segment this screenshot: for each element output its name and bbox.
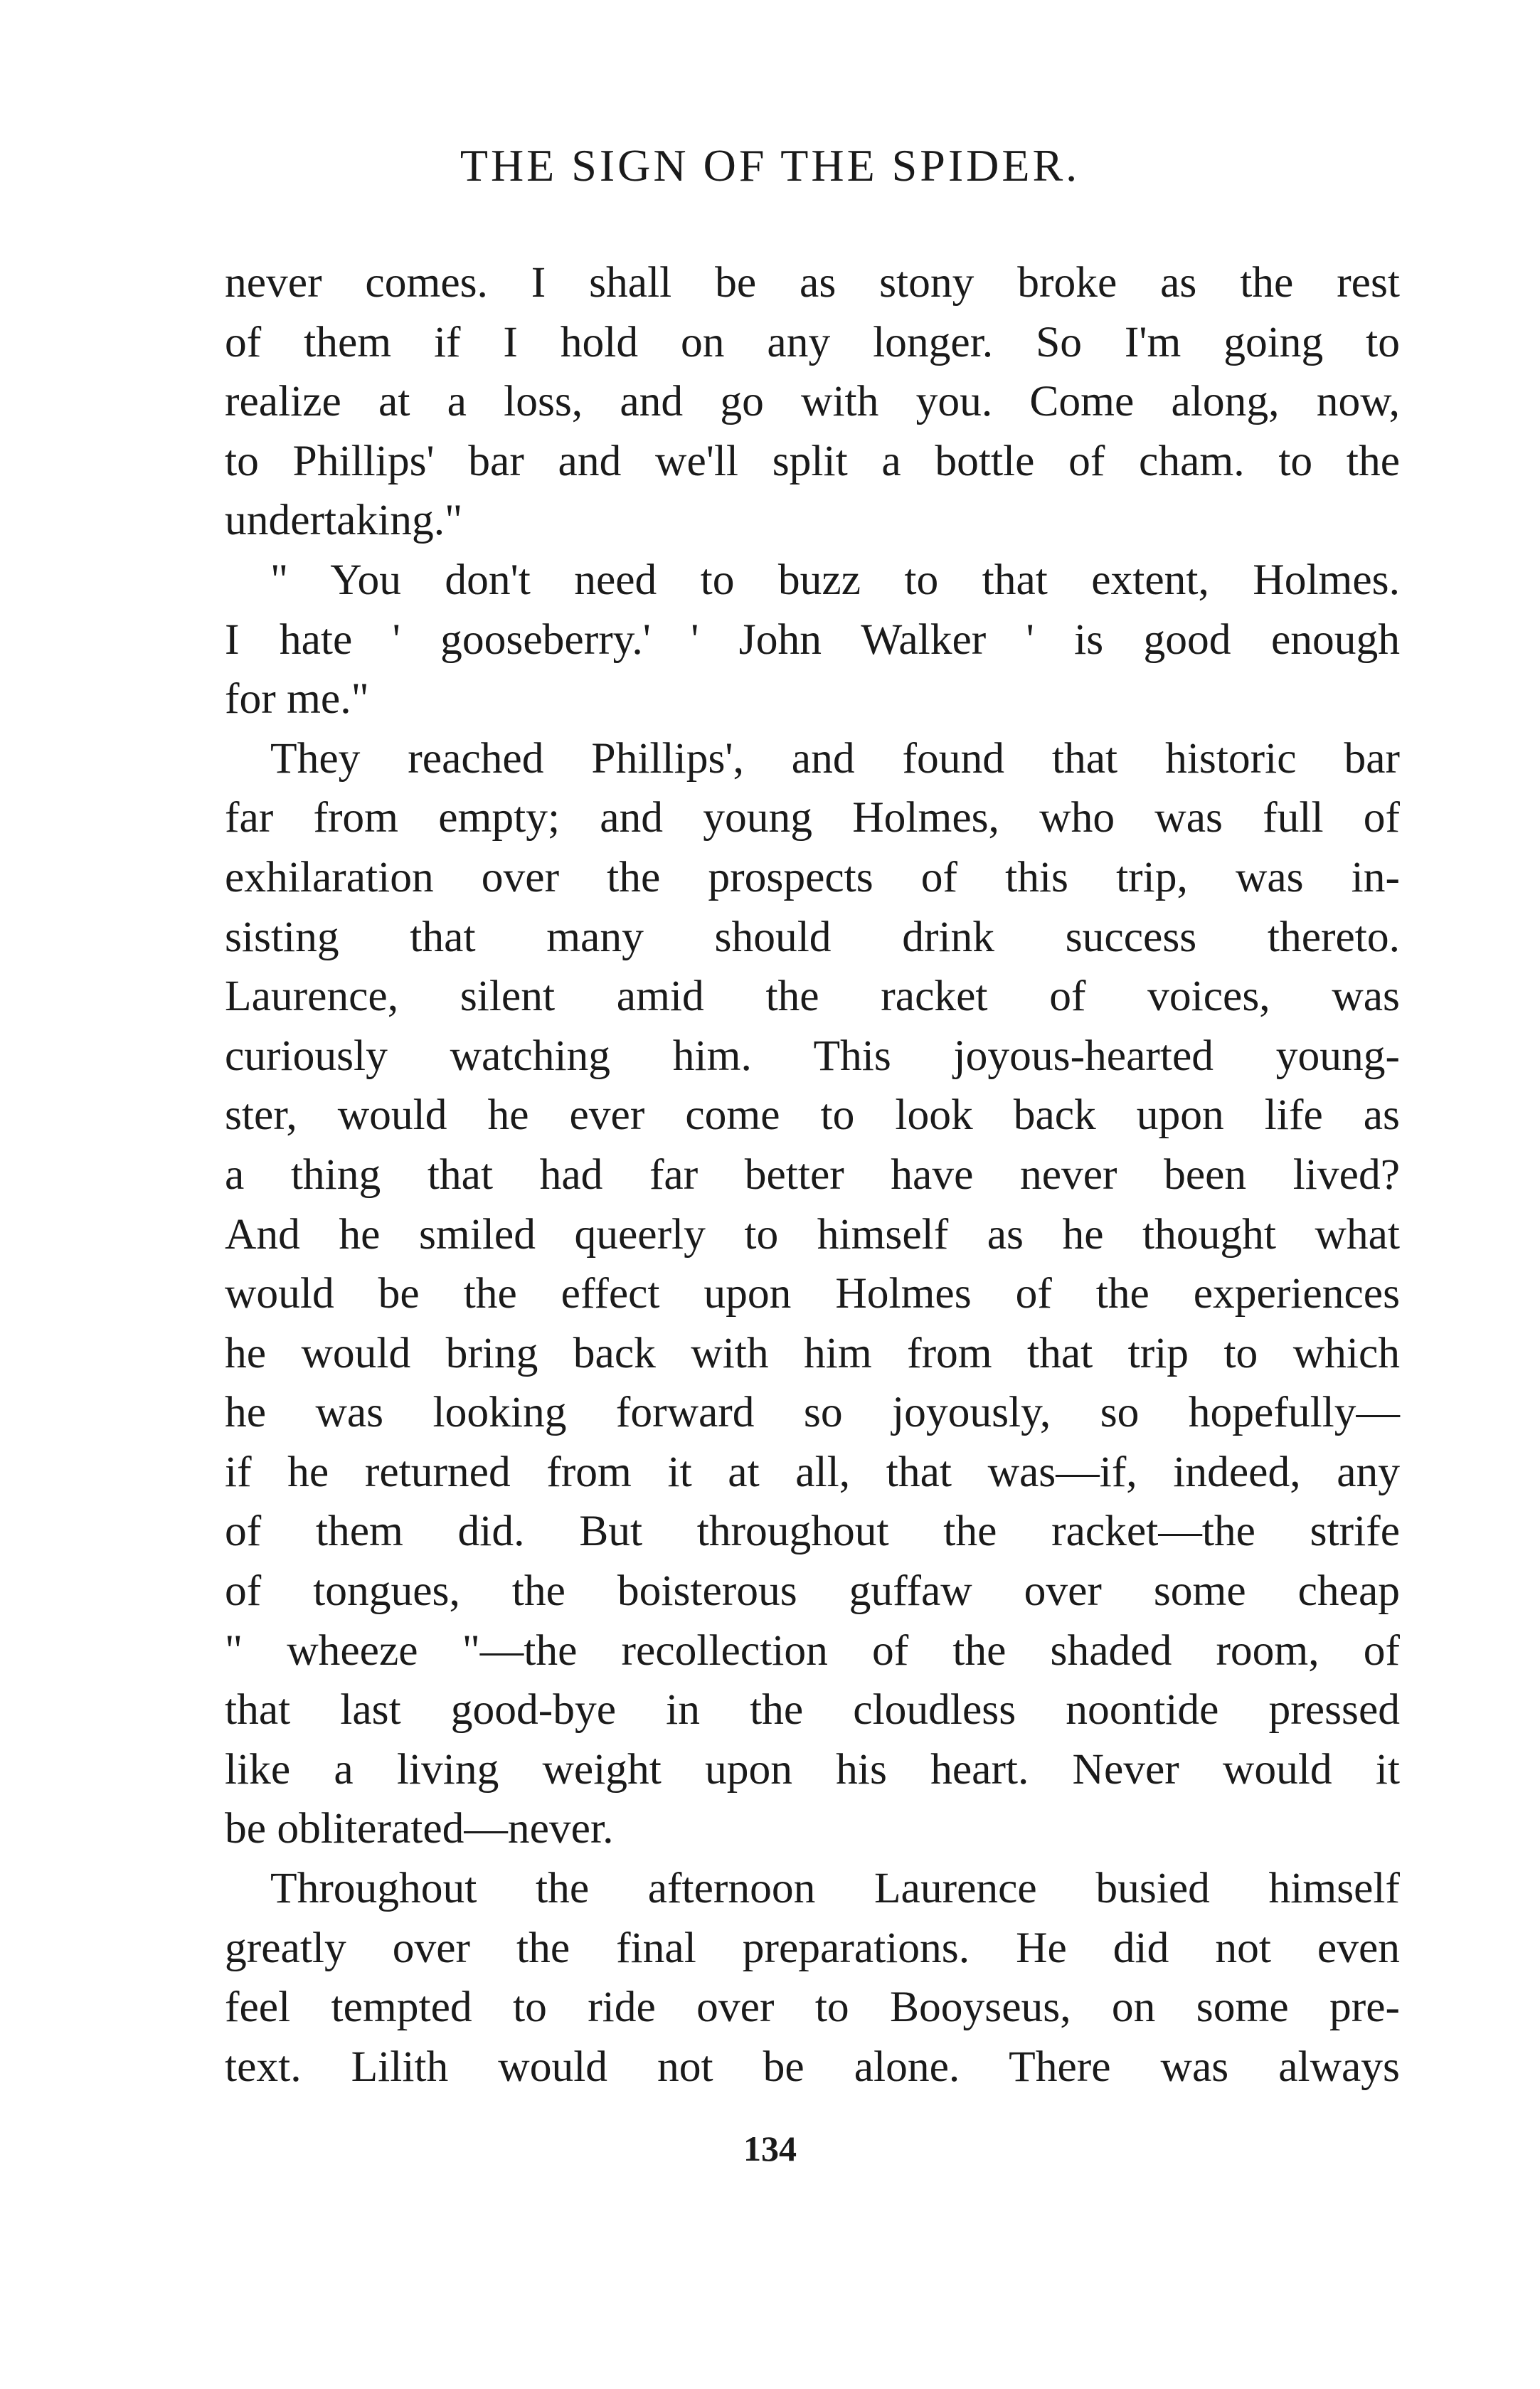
text-line: exhilaration over the prospects of this trip, was in- bbox=[225, 852, 1400, 901]
text-line: if he returned from it at all, that was—if, indeed, any bbox=[225, 1447, 1400, 1496]
text-line: of them if I hold on any longer. So I'm going to bbox=[225, 317, 1400, 366]
text-line: I hate ' gooseberry.' ' John Walker ' is good enough bbox=[225, 615, 1400, 664]
text-line: to Phillips' bar and we'll split a bottle of cham. to the bbox=[225, 436, 1400, 485]
text-line: text. Lilith would not be alone. There was always bbox=[225, 2042, 1400, 2091]
page-number: 134 bbox=[743, 2129, 797, 2168]
text-line: like a living weight upon his heart. Never would it bbox=[225, 1744, 1400, 1794]
text-line: realize at a loss, and go with you. Come along, now, bbox=[225, 377, 1400, 426]
text-line: far from empty; and young Holmes, who was full of bbox=[225, 793, 1400, 842]
text-line: never comes. I shall be as stony broke as the rest bbox=[225, 258, 1400, 307]
text-line: Throughout the afternoon Laurence busied himself bbox=[270, 1864, 1400, 1913]
text-line: of tongues, the boisterous guffaw over some cheap bbox=[225, 1567, 1400, 1616]
text-line: of them did. But throughout the racket—the strife bbox=[225, 1507, 1400, 1556]
text-line: " wheeze "—the recollection of the shaded room, of bbox=[225, 1626, 1400, 1675]
text-line: he was looking forward so joyously, so hopefully— bbox=[225, 1388, 1400, 1437]
text-line: a thing that had far better have never been lived? bbox=[225, 1150, 1400, 1199]
text-line: undertaking." bbox=[225, 496, 463, 545]
text-line: curiously watching him. This joyous-hearted young- bbox=[225, 1031, 1400, 1080]
text-line: he would bring back with him from that trip to which bbox=[225, 1328, 1400, 1377]
text-line: would be the effect upon Holmes of the experiences bbox=[225, 1269, 1400, 1318]
text-line: that last good-bye in the cloudless noontide pressed bbox=[225, 1685, 1400, 1734]
text-line: ster, would he ever come to look back upon life as bbox=[225, 1091, 1400, 1140]
text-line: feel tempted to ride over to Booyseus, on some pre- bbox=[225, 1983, 1400, 2032]
text-line: be obliterated—never. bbox=[225, 1804, 614, 1853]
paragraph bbox=[225, 729, 1400, 1859]
text-line: " You don't need to buzz to that extent, Holmes. bbox=[270, 555, 1400, 604]
paragraph bbox=[225, 253, 1400, 551]
text-line: for me." bbox=[225, 674, 369, 724]
body-text bbox=[225, 253, 1400, 2097]
text-line: greatly over the final preparations. He did not even bbox=[225, 1923, 1400, 1972]
text-line: Laurence, silent amid the racket of voices, was bbox=[225, 972, 1400, 1021]
text-line: sisting that many should drink success thereto. bbox=[225, 912, 1400, 961]
paragraph bbox=[225, 1859, 1400, 2097]
text-line: They reached Phillips', and found that historic bar bbox=[270, 733, 1400, 783]
running-head: THE SIGN OF THE SPIDER. bbox=[460, 140, 1080, 191]
text-line: And he smiled queerly to himself as he thought what bbox=[225, 1209, 1400, 1259]
paragraph bbox=[225, 551, 1400, 729]
